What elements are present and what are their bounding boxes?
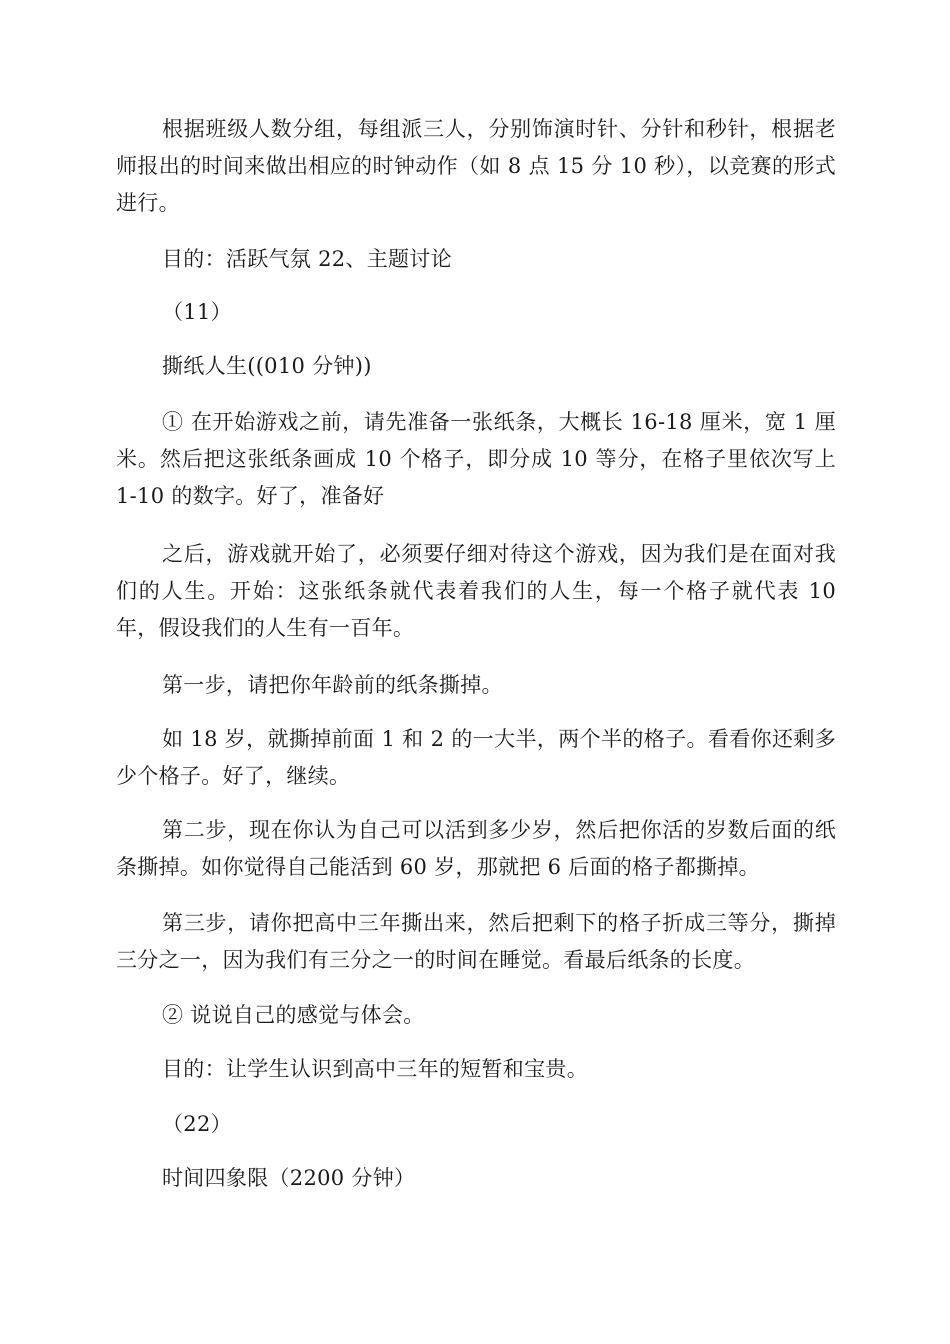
paragraph-purpose-1: 目的：活跃气氛 22、主题讨论 — [162, 247, 452, 271]
paragraph-step-prepare: ① 在开始游戏之前，请先准备一张纸条，大概长 16-18 厘米，宽 1 厘米。然后把这张纸条画成 10 个格子，即分成 10 等分，在格子里依次写上 1-10 的数字。好了，准备好 — [116, 410, 836, 508]
paragraph-step-2: 第二步，现在你认为自己可以活到多少岁，然后把你活的岁数后面的纸条撕掉。如你觉得自己能活到 60 岁，那就把 6 后面的格子都撕掉。 — [116, 818, 836, 879]
paragraph-step-3: 第三步，请你把高中三年撕出来，然后把剩下的格子折成三等分，撕掉三分之一，因为我们有三分之一的时间在睡觉。看最后纸条的长度。 — [116, 911, 836, 972]
paragraph-game-rules: 根据班级人数分组，每组派三人，分别饰演时针、分针和秒针，根据老师报出的时间来做出相应的时钟动作（如 8 点 15 分 10 秒），以竞赛的形式进行。 — [116, 117, 836, 215]
paragraph-section-11: （11） — [162, 300, 232, 324]
paragraph-section-22: （22） — [162, 1112, 232, 1136]
paragraph-step-1: 第一步，请把你年龄前的纸条撕掉。 — [162, 673, 503, 697]
paragraph-feelings: ② 说说自己的感觉与体会。 — [162, 1003, 425, 1027]
paragraph-game-start: 之后，游戏就开始了，必须要仔细对待这个游戏，因为我们是在面对我们的人生。开始：这张纸条就代表着我们的人生，每一个格子就代表 10 年，假设我们的人生有一百年。 — [116, 542, 836, 640]
paragraph-activity-title: 撕纸人生((010 分钟)) — [162, 354, 372, 378]
paragraph-time-quadrant-title: 时间四象限（2200 分钟） — [162, 1166, 416, 1190]
paragraph-example: 如 18 岁，就撕掉前面 1 和 2 的一大半，两个半的格子。看看你还剩多少个格子。好了，继续。 — [116, 727, 836, 788]
paragraph-purpose-2: 目的：让学生认识到高中三年的短暂和宝贵。 — [162, 1057, 588, 1081]
